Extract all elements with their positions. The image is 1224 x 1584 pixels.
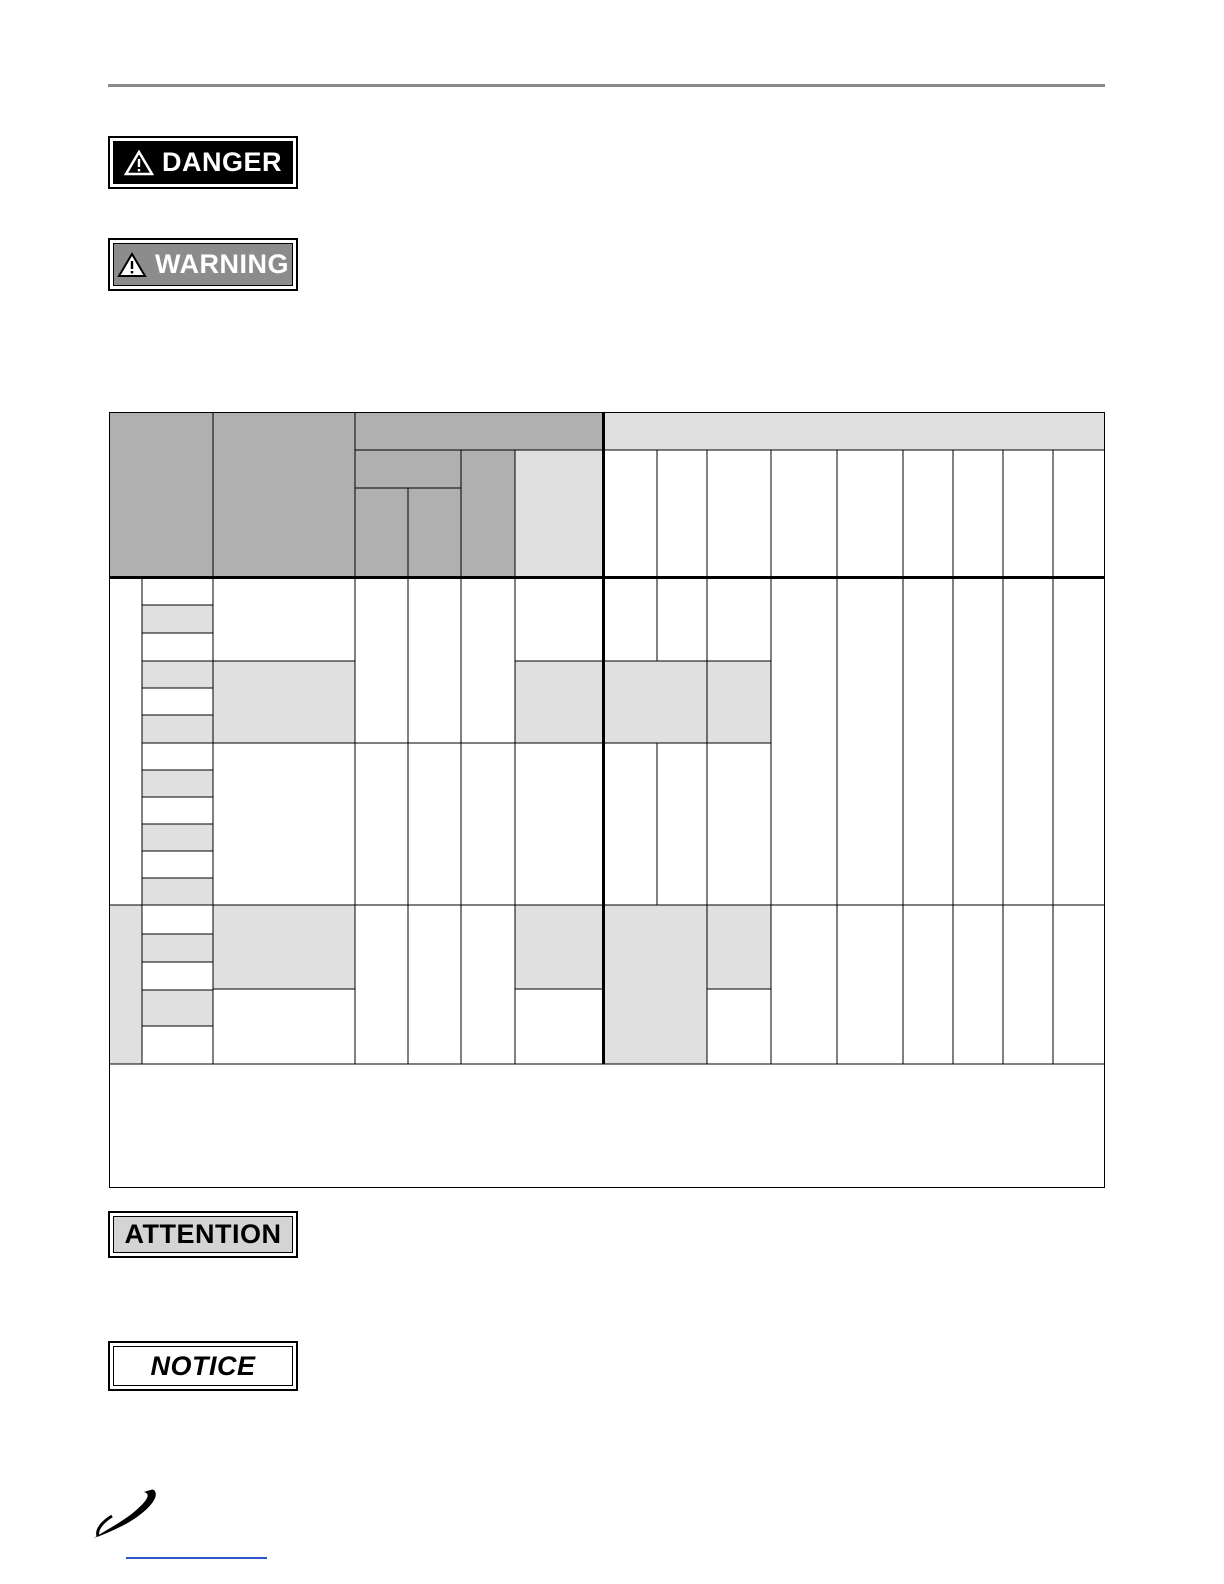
swoosh-logo-icon (92, 1486, 160, 1542)
danger-text: DANGER (161, 147, 282, 177)
notice-label (108, 1341, 298, 1391)
footer-link-underline[interactable] (126, 1557, 267, 1559)
notice-text: NOTICE (150, 1350, 256, 1381)
attention-text: ATTENTION (124, 1219, 282, 1249)
table-shading (109, 412, 1105, 1064)
attention-label (108, 1211, 298, 1258)
warning-text: WARNING (155, 249, 289, 279)
